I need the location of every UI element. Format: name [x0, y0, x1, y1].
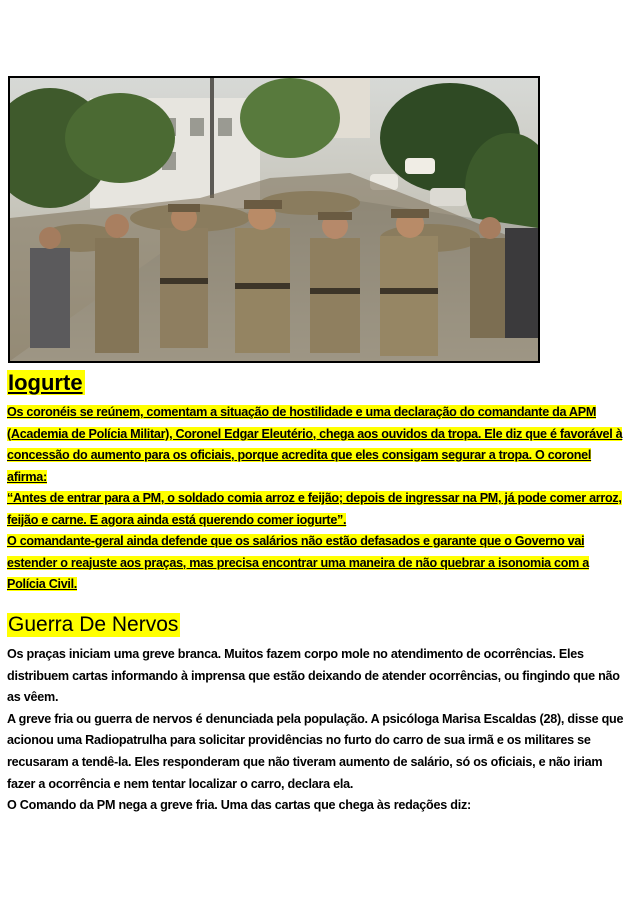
highlighted-text: Os coronéis se reúnem, comentam a situação de hostilidade e uma declaração do comandante da APM (Academia de Polícia Militar), Coronel Edgar Eleutério, chega aos ouvidos da tropa. Ele diz que é favorável à concessão do aumento para os oficiais, porque acredita que eles consigam segurar a tropa. O coronel afirma: — [7, 405, 623, 484]
paragraph — [7, 402, 629, 488]
section-title-guerra-de-nervos: Guerra De Nervos — [8, 613, 179, 636]
paragraph: Os praças iniciam uma greve branca. Muitos fazem corpo mole no atendimento de ocorrências. Eles distribuem cartas informando à imprensa que estão deixando de atender ocorrências, ou fingindo que não as vêem. — [7, 647, 620, 705]
paragraph — [7, 488, 629, 531]
section-guerra-body — [7, 644, 631, 817]
photo-soldiers-march-icon — [10, 78, 538, 361]
highlighted-text: O comandante-geral ainda defende que os salários não estão defasados e garante que o Governo vai estender o reajuste aos praças, mas precisa encontrar uma maneira de não quebrar a isonomia com a Polícia Civil. — [7, 534, 589, 591]
paragraph: O Comando da PM nega a greve fria. Uma das cartas que chega às redações diz: — [7, 798, 471, 813]
paragraph: A greve fria ou guerra de nervos é denunciada pela população. A psicóloga Marisa Escaldas (28), disse que acionou uma Radiopatrulha para solicitar providências no furto do carro de sua irmã e os militares se recusaram a tendê-la. Eles responderam que não tiveram aumento de salário, só os oficiais, e não iriam fazer a ocorrência e nem tentar localizar o carro, declara ela. — [7, 711, 624, 791]
section-iogurte-body — [7, 402, 629, 596]
article-photo — [8, 76, 540, 363]
paragraph — [7, 531, 629, 596]
section-title-iogurte: Iogurte — [8, 370, 83, 395]
highlighted-quote: “Antes de entrar para a PM, o soldado comia arroz e feijão; depois de ingressar na PM, já pode comer arroz, feijão e carne. E agora ainda está querendo comer iogurte”. — [7, 491, 622, 527]
